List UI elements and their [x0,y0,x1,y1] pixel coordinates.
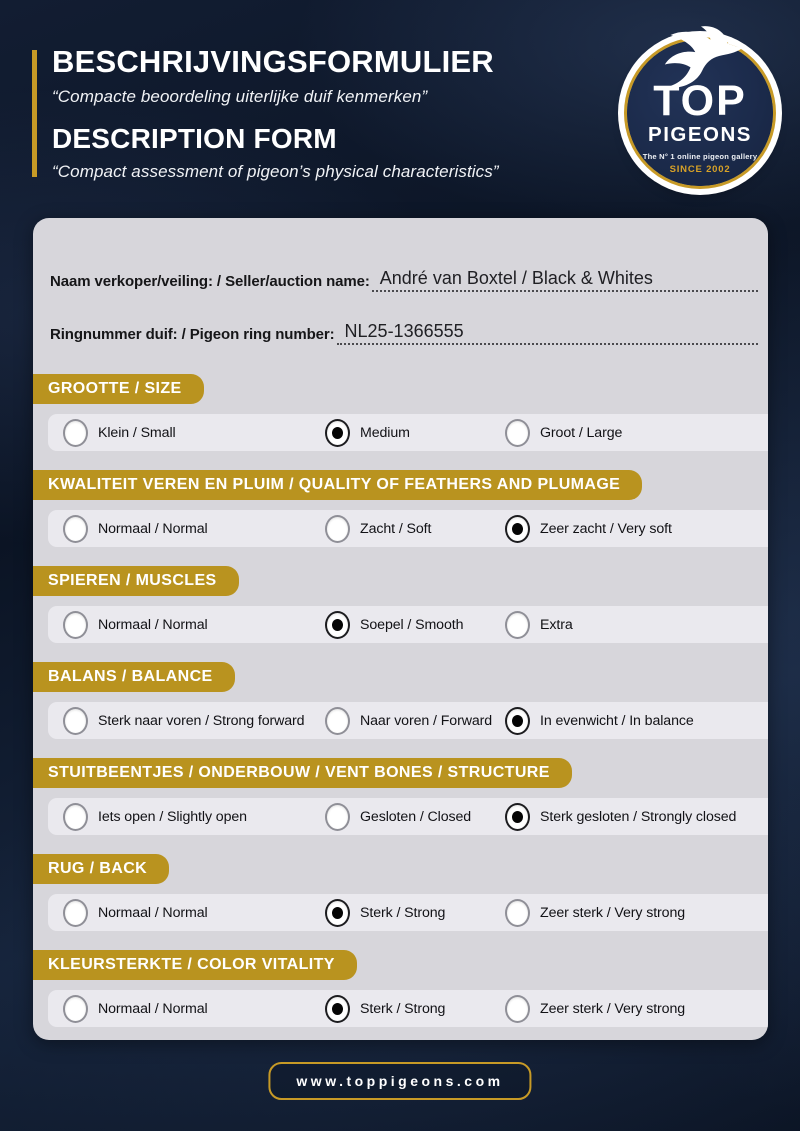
radio-option[interactable] [325,611,505,639]
form-card [33,218,768,1040]
form-section [33,374,768,451]
radio-icon[interactable] [505,995,530,1023]
section-title: BALANS / BALANCE [48,668,213,685]
radio-option[interactable] [505,707,768,735]
options-row [48,894,768,931]
radio-option[interactable] [325,515,505,543]
radio-option[interactable] [325,899,505,927]
radio-icon[interactable] [505,899,530,927]
radio-option-label: Zacht / Soft [360,520,432,537]
radio-option-label: Zeer sterk / Very strong [540,904,686,921]
radio-option[interactable] [325,803,505,831]
options-row [48,414,768,451]
radio-icon[interactable] [325,899,350,927]
fields-block [33,218,768,345]
options-row [48,510,768,547]
radio-option[interactable] [505,515,768,543]
radio-option[interactable] [63,995,325,1023]
radio-option-label: Sterk naar voren / Strong forward [98,712,305,729]
radio-option[interactable] [325,995,505,1023]
radio-icon[interactable] [505,803,530,831]
form-section [33,950,768,1027]
radio-option[interactable] [505,803,768,831]
seller-name-field [50,268,758,292]
top-pigeons-logo [627,40,773,186]
radio-option-label: Sterk gesloten / Strongly closed [540,808,737,825]
ring-number-field [50,321,758,345]
seller-name-input[interactable] [372,268,758,292]
section-title-pill [33,950,357,980]
website-label: www.toppigeons.com [296,1073,504,1089]
form-section [33,566,768,643]
radio-option[interactable] [63,611,325,639]
section-title-pill [33,662,235,692]
options-row [48,798,768,835]
page-title-nl: BESCHRIJVINGSFORMULIER [52,44,494,79]
radio-option[interactable] [63,419,325,447]
radio-icon[interactable] [325,707,350,735]
section-title-pill [33,854,169,884]
radio-option[interactable] [505,995,768,1023]
radio-icon[interactable] [505,611,530,639]
section-title: RUG / BACK [48,860,148,877]
radio-option-label: In evenwicht / In balance [540,712,694,729]
radio-icon[interactable] [325,515,350,543]
radio-icon[interactable] [63,899,88,927]
radio-option-label: Naar voren / Forward [360,712,493,729]
radio-option[interactable] [505,899,768,927]
logo-word-pigeons: PIGEONS [648,123,752,146]
options-row [48,702,768,739]
radio-option[interactable] [63,803,325,831]
radio-icon[interactable] [325,995,350,1023]
radio-option-label: Sterk / Strong [360,904,446,921]
section-title: SPIEREN / MUSCLES [48,572,217,589]
section-title: KWALITEIT VEREN EN PLUIM / QUALITY OF FEATHERS AND PLUMAGE [48,476,621,493]
logo-word-top: TOP [653,77,747,125]
section-title: GROOTTE / SIZE [48,380,182,397]
radio-option[interactable] [63,899,325,927]
section-title-pill [33,374,204,404]
radio-option[interactable] [505,611,768,639]
form-section [33,470,768,547]
title-block [52,44,612,182]
page-subtitle-en: “Compact assessment of pigeon’s physical characteristics” [52,161,499,181]
radio-icon[interactable] [63,995,88,1023]
radio-icon[interactable] [63,611,88,639]
radio-icon[interactable] [325,803,350,831]
options-row [48,990,768,1027]
form-section [33,758,768,835]
radio-option-label: Zeer zacht / Very soft [540,520,672,537]
radio-icon[interactable] [505,419,530,447]
page-title-en: DESCRIPTION FORM [52,122,337,154]
radio-option-label: Sterk / Strong [360,1000,446,1017]
radio-option-label: Extra [540,616,573,633]
radio-option[interactable] [505,419,768,447]
radio-option-label: Gesloten / Closed [360,808,472,825]
sections-list [33,374,768,1027]
radio-icon[interactable] [505,707,530,735]
form-section [33,662,768,739]
radio-option-label: Normaal / Normal [98,1000,208,1017]
form-section [33,854,768,931]
radio-option-label: Normaal / Normal [98,616,208,633]
radio-option[interactable] [325,707,505,735]
options-row [48,606,768,643]
section-title: STUITBEENTJES / ONDERBOUW / VENT BONES / STRUCTURE [48,764,550,781]
seller-name-value: André van Boxtel / Black & Whites [379,268,653,288]
section-title-pill [33,758,572,788]
radio-option-label: Soepel / Smooth [360,616,464,633]
radio-option-label: Medium [360,424,410,441]
logo-tagline: The N° 1 online pigeon gallery [642,151,758,161]
section-title: KLEURSTERKTE / COLOR VITALITY [48,956,335,973]
radio-icon[interactable] [505,515,530,543]
radio-icon[interactable] [325,419,350,447]
radio-option-label: Klein / Small [98,424,176,441]
radio-option[interactable] [63,515,325,543]
radio-icon[interactable] [63,419,88,447]
ring-number-input[interactable] [337,321,758,345]
radio-option-label: Normaal / Normal [98,904,208,921]
radio-option-label: Normaal / Normal [98,520,208,537]
radio-icon[interactable] [63,707,88,735]
radio-option-label: Zeer sterk / Very strong [540,1000,686,1017]
radio-icon[interactable] [63,515,88,543]
radio-icon[interactable] [325,611,350,639]
logo-since: SINCE 2002 [669,163,731,175]
radio-icon[interactable] [63,803,88,831]
radio-option[interactable] [63,707,325,735]
section-title-pill [33,470,642,500]
radio-option[interactable] [325,419,505,447]
page-subtitle-nl: “Compacte beoordeling uiterlijke duif kenmerken” [52,86,428,106]
seller-name-label: Naam verkoper/veiling: / Seller/auction name: [50,273,370,290]
ring-number-label: Ringnummer duif: / Pigeon ring number: [50,326,335,343]
section-title-pill [33,566,239,596]
dove-icon [653,16,749,94]
website-button[interactable] [268,1062,531,1100]
radio-option-label: Iets open / Slightly open [98,808,247,825]
ring-number-value: NL25-1366555 [344,321,464,341]
gold-accent-bar [32,50,37,177]
radio-option-label: Groot / Large [540,424,623,441]
